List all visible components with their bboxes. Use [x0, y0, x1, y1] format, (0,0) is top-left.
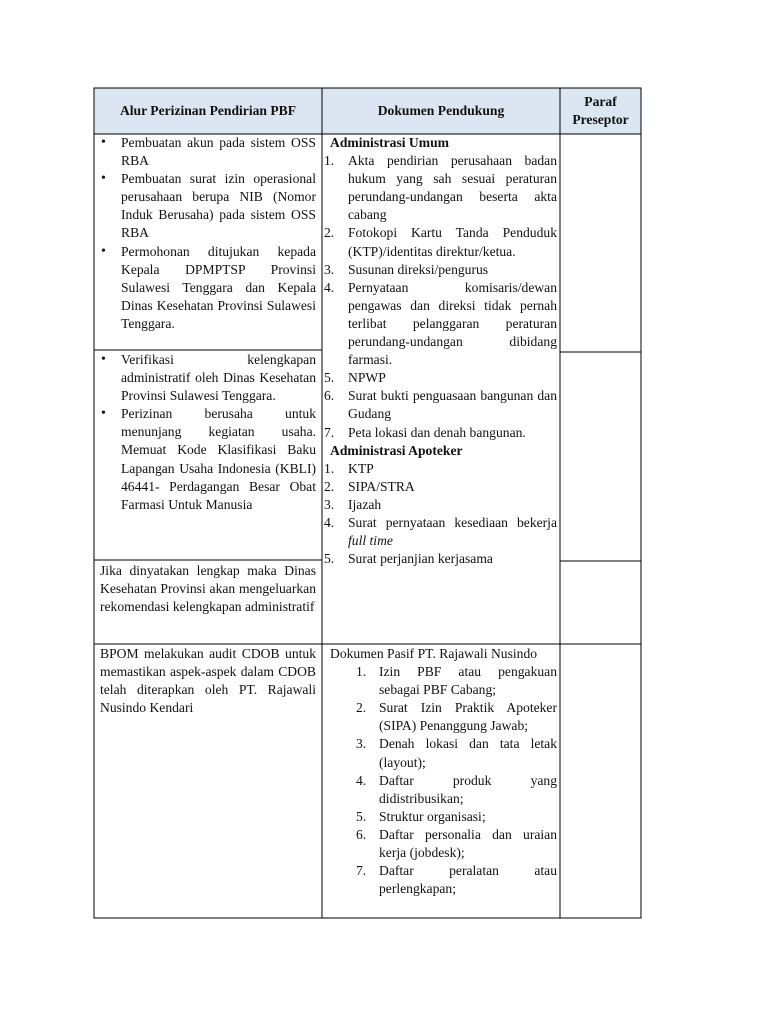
- list-item: • Pembuatan surat izin operasional perusahaan berupa NIB (Nomor Induk Berusaha) pada sistem OSS RBA: [96, 170, 316, 242]
- list-item: 4. Daftar produk yang didistribusikan;: [356, 772, 557, 806]
- dokumen-block-2: [330, 645, 557, 898]
- dokumen-pasif-intro: Dokumen Pasif PT. Rajawali Nusindo: [330, 646, 538, 661]
- list-item: 5. Struktur organisasi;: [356, 808, 486, 824]
- list-item: 3. Susunan direksi/pengurus: [324, 261, 489, 277]
- alur-block-2: [96, 351, 316, 514]
- list-item: 7. Daftar peralatan atau perlengkapan;: [356, 863, 557, 897]
- list-item: • Pembuatan akun pada sistem OSS RBA: [96, 134, 316, 170]
- section-title-administrasi-apoteker: Administrasi Apoteker: [330, 442, 463, 458]
- list-item: • Permohonan ditujukan kepada Kepala DPMPTSP Provinsi Sulawesi Tenggara dan Kepala Dinas Kesehatan Provinsi Sulawesi Tenggara.: [96, 243, 316, 333]
- list-item: 7. Peta lokasi dan denah bangunan.: [324, 424, 526, 440]
- header-paraf: [560, 88, 641, 134]
- list-item: • Verifikasi kelengkapan administratif oleh Dinas Kesehatan Provinsi Sulawesi Tenggara.: [96, 351, 316, 405]
- list-item: 2. SIPA/STRA: [324, 478, 415, 494]
- list-item: 6. Daftar personalia dan uraian kerja (jobdesk);: [356, 826, 557, 861]
- list-item: 2. Fotokopi Kartu Tanda Penduduk (KTP)/identitas direktur/ketua.: [324, 225, 557, 259]
- italic-text: full time: [348, 533, 393, 549]
- section-title-administrasi-umum: Administrasi Umum: [330, 135, 449, 150]
- list-item: 1. Izin PBF atau pengakuan sebagai PBF Cabang;: [356, 664, 557, 698]
- paraf-cell-4[interactable]: [561, 645, 640, 917]
- header-dokumen: Dokumen Pendukung: [377, 103, 505, 118]
- list-item: 6. Surat bukti penguasaan bangunan dan Gudang: [324, 388, 557, 422]
- list-item: 5. NPWP: [324, 370, 386, 386]
- list-item: 4. Pernyataan komisaris/dewan pengawas dan direksi tidak pernah terlibat pelanggaran peraturan perundang-undangan dibidang farmasi.: [324, 279, 557, 368]
- dokumen-block-1: [323, 134, 557, 568]
- alur-block-3: Jika dinyatakan lengkap maka Dinas Kesehatan Provinsi akan mengeluarkan rekomendasi kelengkapan administratif: [100, 563, 316, 615]
- alur-block-1: [96, 134, 316, 333]
- header-alur: Alur Perizinan Pendirian PBF: [119, 103, 297, 118]
- paraf-cell-3[interactable]: [561, 562, 640, 643]
- header-paraf-line2: Preseptor: [572, 112, 629, 127]
- paraf-cell-1[interactable]: [561, 135, 640, 351]
- alur-block-4: BPOM melakukan audit CDOB untuk memastikan aspek-aspek dalam CDOB telah diterapkan oleh PT. Rajawali Nusindo Kendari: [100, 646, 316, 716]
- list-item: 1. Akta pendirian perusahaan badan hukum yang sah sesuai peraturan perundang-undangan beserta akta cabang: [324, 153, 557, 223]
- list-item: 2. Surat Izin Praktik Apoteker (SIPA) Penanggung Jawab;: [356, 700, 557, 734]
- list-item: 4. Surat pernyataan kesediaan bekerja full time: [324, 514, 557, 549]
- list-item: 1. KTP: [324, 460, 374, 476]
- list-item: • Perizinan berusaha untuk menunjang kegiatan usaha. Memuat Kode Klasifikasi Baku Lapangan Usaha Indonesia (KBLI) 46441- Perdagangan Besar Obat Farmasi Untuk Manusia: [96, 405, 316, 514]
- list-item: 3. Ijazah: [324, 496, 382, 512]
- paraf-cell-2[interactable]: [561, 353, 640, 560]
- header-paraf-line1: Paraf: [584, 94, 617, 109]
- list-item: 5. Surat perjanjian kerjasama: [324, 551, 493, 567]
- list-item: 3. Denah lokasi dan tata letak (layout);: [356, 736, 557, 770]
